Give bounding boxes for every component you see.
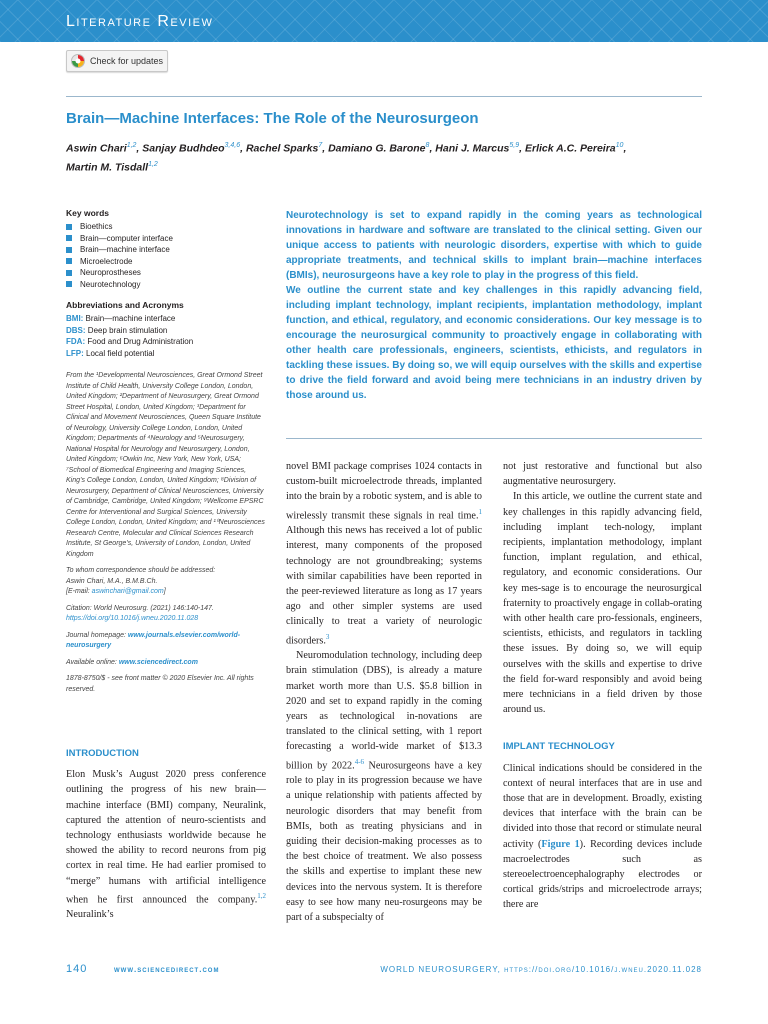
abbreviation-item: [66, 336, 266, 348]
citation: Citation: World Neurosurg. (2021) 146:140-147. https://doi.org/10.1016/j.wneu.2020.11.028: [66, 604, 214, 622]
footer-journal: WORLD NEUROSURGERY, https://doi.org/10.1016/j.wneu.2020.11.028: [380, 965, 702, 974]
body-column-2: [286, 459, 482, 925]
author-name: Sanjay Budhdeo: [142, 142, 225, 155]
author-name: Erlick A.C. Pereira: [524, 142, 616, 155]
article-title: Brain—Machine Interfaces: The Role of the Neurosurgeon: [66, 110, 479, 127]
affiliations-block: [66, 371, 266, 695]
keyword-label: Neuroprostheses: [80, 268, 141, 277]
crossmark-icon: [71, 54, 85, 68]
keyword-label: Neurotechnology: [80, 279, 141, 289]
page-footer: [66, 963, 702, 977]
abbreviation-value: Deep brain stimulation: [85, 325, 168, 335]
author-affiliation-ref[interactable]: 7: [318, 142, 323, 149]
col2-paragraph-1: novel BMI package comprises 1024 contacts in custom-built microelectrode threads, implanted into the brain by a robotic system, and is able to wirelessly transmit these signals in real time.$^1$ Although this news has received a lot of public interest, many components of the proposed technology are not groundbreaking; systems with similar capabilities have been reported in the peer-reviewed literature as long as 17 years ago and other simpler systems are used clinically to treat a variety of neurologic disorders.$^3$: [286, 461, 482, 647]
keyword-label: Bioethics: [80, 222, 113, 231]
abstract-rule: [286, 438, 702, 439]
citation-ref[interactable]: 3: [325, 632, 330, 641]
col3-paragraph-3: Clinical indications should be considered in the context of neural interfaces that are in use and those that are in development. Broadly, existing devices that interface with the brain can be divided into those that record or stimulate neural activity (Figure 1). Recording devices include macroelectrodes such as stereoelectroencephalography electrodes or cortical grids/strips and microelectrode arrays; there are: [503, 762, 702, 911]
body-column-3: [503, 459, 702, 913]
abstract: [286, 208, 702, 403]
figure-1-link[interactable]: Figure 1: [541, 838, 580, 850]
check-for-updates-button[interactable]: [66, 50, 168, 72]
square-bullet-icon: [66, 258, 72, 264]
abbreviation-item: [66, 325, 266, 337]
abbreviation-value: Brain—machine interface: [83, 314, 176, 323]
sidebar: [66, 208, 266, 701]
author-affiliation-ref[interactable]: 1,2: [148, 160, 158, 168]
keyword-item: [66, 279, 266, 291]
section-title: Literature Review: [66, 13, 214, 30]
square-bullet-icon: [66, 235, 72, 241]
email-link[interactable]: aswinchari@gmail.com: [91, 588, 164, 595]
square-bullet-icon: [66, 281, 72, 287]
intro-paragraph: Elon Musk’s August 2020 press conference outlining the progress of his new brain—machine interface (BMI) company, Neuralink, captured the attention of neuro-scientists and technology enthusiasts worldwide because he showed the ability to record neurons from pig cortex in real time. He had earlier promised to “merge” humans with artificial intelligence when he first announced the company.$^{1,2}$ Neuralink’s: [66, 769, 266, 921]
abstract-paragraph-1: Neurotechnology is set to expand rapidly in the coming years as technological innovations in hardware and software are translated to the clinical setting. Given our unique access to patients with neurologic disorders, expertise with which to guide appropriate treatments, and technical skills to implant brain—machine interfaces (BMIs), neurosurgeons have a key role to play in the progress of this field.: [286, 210, 702, 281]
author-affiliation-ref[interactable]: 8: [425, 142, 430, 149]
author-name: Hani J. Marcus: [435, 142, 510, 155]
keyword-item: [66, 233, 266, 245]
square-bullet-icon: [66, 224, 72, 230]
affiliations-text: From the ¹Developmental Neurosciences, Great Ormond Street Institute of Child Health, University College London, London, United Kingdom; ²Department of Neurosurgery, Great Ormond Street Hospital, London, United Kingdom; ³Department for Clinical and Movement Neurosciences, Queen Square Institute of Neurology, University College London, London, United Kingdom; Departments of ⁴Neurology and ⁵Neurosurgery, National Hospital for Neurology and Neurosurgery, London, United Kingdom; ⁶Owkin Inc, New York, New York, USA; ⁷School of Biomedical Engineering and Imaging Sciences, King’s College London, London, United Kingdom; ⁸Division of Neurosurgery, Department of Clinical Neurosciences, University of Cambridge, Cambridge, United Kingdom; ⁹Wellcome EPSRC Centre for Interventional and Surgical Sciences, University College London, London, United Kingdom; and ¹⁰Neurosciences Research Centre, Molecular and Clinical Sciences Research Institute, St George’s, University of London, London, United Kingdom: [66, 372, 265, 558]
keyword-item: [66, 256, 266, 268]
keyword-item: [66, 221, 266, 233]
abbreviation-value: Food and Drug Administration: [85, 337, 194, 346]
author-name: Rachel Sparks: [245, 142, 319, 155]
abbreviations-list: [66, 313, 266, 359]
abstract-paragraph-2: We outline the current state and key challenges in this rapidly advancing field, including implant technology, implant recipients, implantation methodology, implant function, and ethical, regulatory, and economic considerations. Our key message is to encourage the neurosurgical community to proactively engage in collaborating with other health care professionals, engineers, scientists, ethicists, and regulators in tackling these issues. By doing so, we will equip ourselves with the skills and expertise to drive the field forward and avoid being mere technicians in an industry driven by those around us.: [286, 285, 702, 401]
implant-technology-heading: IMPLANT TECHNOLOGY: [503, 741, 615, 753]
section-banner: [0, 0, 768, 42]
citation-ref[interactable]: 1,2: [257, 891, 266, 900]
keyword-label: Brain—computer interface: [80, 233, 173, 243]
author-affiliation-ref[interactable]: 1,2: [126, 142, 137, 149]
introduction-heading: INTRODUCTION: [66, 748, 139, 759]
abbreviation-key: LFP:: [66, 348, 84, 358]
square-bullet-icon: [66, 270, 72, 276]
author-affiliation-ref[interactable]: 3,4,6: [224, 142, 241, 149]
author-list: Aswin Chari$^{1,2}$, Sanjay Budhdeo$^{3,4,6}$, Rachel Sparks$^7$, Damiano G. Barone$^8$, Hani J. Marcus$^{5,9}$, Erlick A.C. Pereira$^{10}$, Martin M. Tisdall$^{1,2}$: [66, 142, 627, 173]
keywords-heading: Key words: [66, 208, 109, 218]
col3-paragraph-2: In this article, we outline the current state and key challenges in this rapidly advancing field, including implant tech-nology, implant recipients, implantation methodology, implant function, implant regulation, and ethical, regulatory, and economic considerations. Our key mes-sage is to encourage the neurosurgical fraternity to proactively engage in collab-orating with other health care pro-fessionals, engineers, scientists, ethicists, and regulators in tackling these issues. By doing so, we will equip ourselves with the skills and expertise to drive the field for-ward responsibly and avoid being mere technicians in a field driven by those around us.: [503, 491, 702, 716]
abbreviation-value: Local field potential: [83, 348, 155, 358]
keyword-label: Brain—machine interface: [80, 245, 170, 254]
journal-homepage: Journal homepage: www.journals.elsevier.com/world-neurosurgery: [66, 631, 241, 649]
abbreviation-key: FDA:: [66, 337, 86, 346]
copyright: 1878-8750/$ - see front matter © 2020 Elsevier Inc. All rights reserved.: [66, 675, 254, 693]
sciencedirect-link[interactable]: www.sciencedirect.com: [118, 658, 198, 666]
check-for-updates-label: Check for updates: [90, 56, 164, 66]
author-affiliation-ref[interactable]: 10: [615, 142, 624, 149]
author-name: Aswin Chari: [66, 142, 127, 155]
abbreviation-key: BMI:: [66, 314, 84, 323]
col2-paragraph-2: Neuromodulation technology, including deep brain stimulation (DBS), is already a mature market worth more than U.S. $5.8 billion in 2020 and set to expand rapidly in the coming years as technological in-novations are translated to the clinical setting, with 1 report forecasting a world-wide market of $13.3 billion by 2022.$^{4-6}$ Neurosurgeons have a key role to play in its progression because we have a unique relationship with patients affected by neurologic disorders that may benefit from BMIs, both as treating physicians and in guiding their decision-making processes as to the best choice of treatment. We also possess the skills and expertise to implant these new devices into the nervous system. It is therefore easy to see how many neu-rosurgeons may be part of a subspecialty of: [286, 650, 482, 924]
col3-paragraph-1: not just restorative and functional but also augmentative neurosurgery.: [503, 461, 702, 488]
abbreviation-key: DBS:: [66, 325, 86, 335]
homepage-link[interactable]: www.journals.elsevier.com/world-neurosurgery: [66, 631, 241, 649]
citation-ref[interactable]: 1: [478, 507, 482, 516]
author-name: Martin M. Tisdall: [66, 161, 149, 173]
doi-link[interactable]: https://doi.org/10.1016/j.wneu.2020.11.028: [66, 615, 199, 622]
keywords-list: [66, 221, 266, 290]
author-affiliation-ref[interactable]: 5,9: [509, 142, 520, 149]
author-name: Damiano G. Barone: [328, 142, 426, 155]
page-number: 140: [66, 963, 88, 975]
footer-site-link[interactable]: www.sciencedirect.com: [114, 965, 220, 974]
available-online: Available online: www.sciencedirect.com: [66, 658, 198, 666]
correspondence: To whom correspondence should be addressed: Aswin Chari, M.A., B.M.B.Ch. [E-mail: aswinchari@gmail.com]: [66, 567, 216, 595]
abbreviation-item: [66, 348, 266, 360]
body-column-1: [66, 746, 266, 923]
title-rule: [66, 96, 702, 97]
citation-ref[interactable]: 4-6: [354, 757, 365, 766]
keyword-item: [66, 244, 266, 256]
keyword-label: Microelectrode: [80, 256, 133, 266]
abbreviations-heading: Abbreviations and Acronyms: [66, 300, 184, 310]
keyword-item: [66, 267, 266, 279]
abbreviation-item: [66, 313, 266, 325]
square-bullet-icon: [66, 247, 72, 253]
